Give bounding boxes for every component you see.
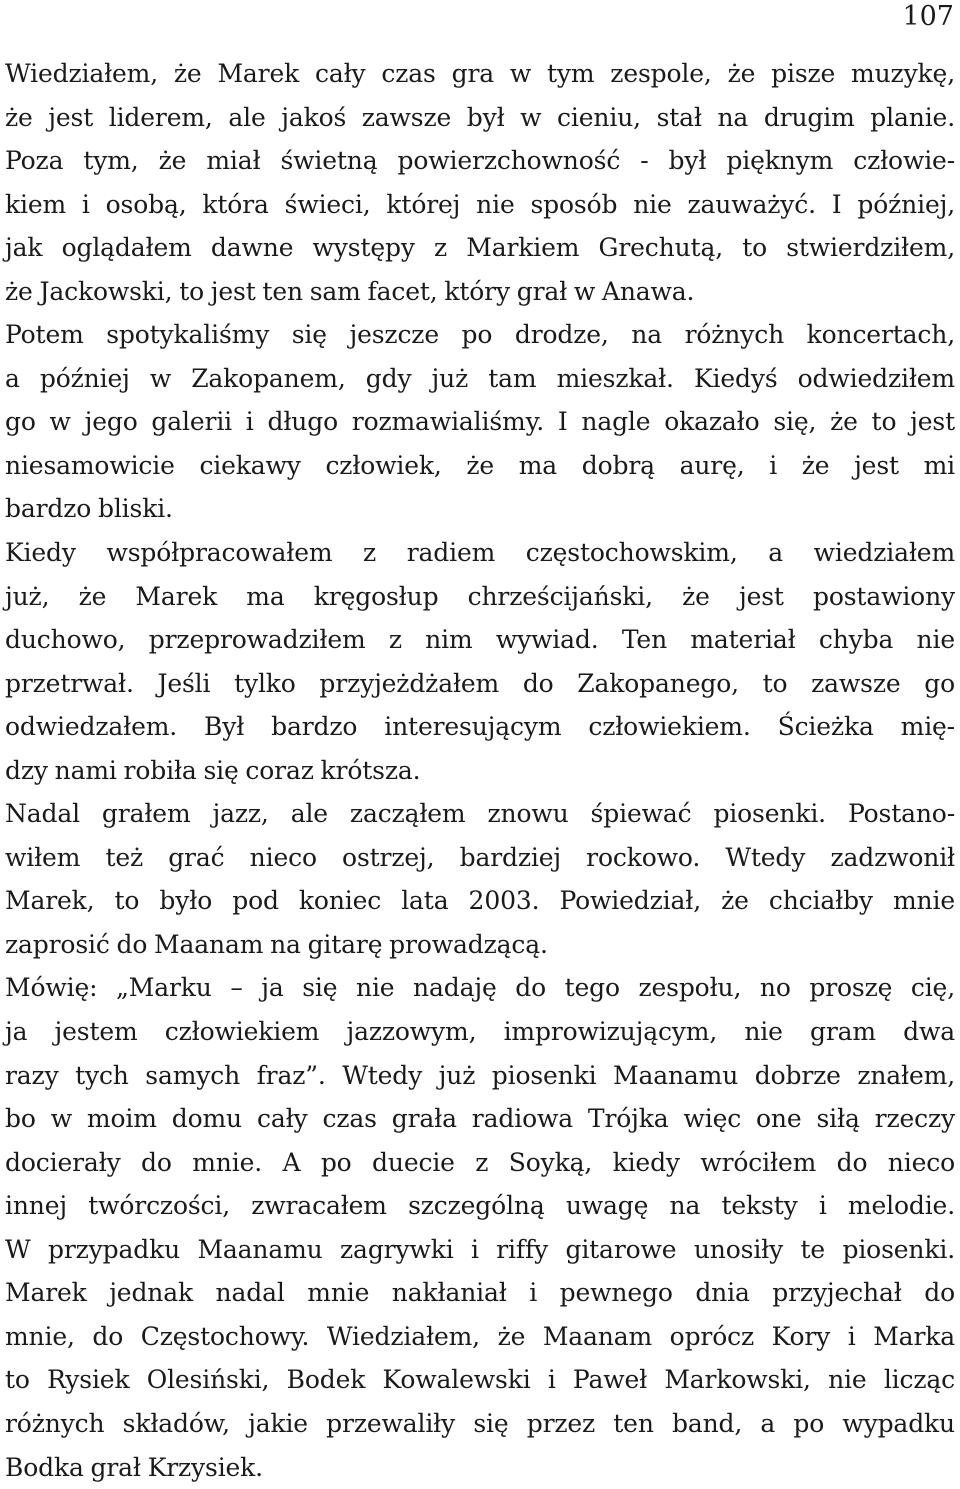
text-line: Wiedziałem, że Marek cały czas gra w tym zespole, że pisze muzykę,: [5, 52, 955, 96]
text-line: kiem i osobą, która świeci, której nie sposób nie zauważyć. I później,: [5, 183, 955, 227]
text-line: Potem spotykaliśmy się jeszcze po drodze, na różnych koncertach,: [5, 313, 955, 357]
text-line: innej twórczości, zwracałem szczególną uwagę na teksty i melodie.: [5, 1184, 955, 1228]
text-line: W przypadku Maanamu zagrywki i riffy gitarowe unosiły te piosenki.: [5, 1228, 955, 1272]
text-line: wiłem też grać nieco ostrzej, bardziej rockowo. Wtedy zadzwonił: [5, 836, 955, 880]
text-line: różnych składów, jakie przewaliły się przez ten band, a po wypadku: [5, 1402, 955, 1446]
text-line: Bodka grał Krzysiek.: [5, 1446, 955, 1489]
page-number: 107: [902, 0, 954, 34]
text-line: to Rysiek Olesiński, Bodek Kowalewski i Paweł Markowski, nie licząc: [5, 1358, 955, 1402]
text-line: Poza tym, że miał świetną powierzchowność - był pięknym człowie-: [5, 139, 955, 183]
text-line: jak oglądałem dawne występy z Markiem Grechutą, to stwierdziłem,: [5, 226, 955, 270]
text-line: że jest liderem, ale jakoś zawsze był w cieniu, stał na drugim planie.: [5, 96, 955, 140]
text-line: docierały do mnie. A po duecie z Soyką, kiedy wróciłem do nieco: [5, 1141, 955, 1185]
text-line: bo w moim domu cały czas grała radiowa Trójka więc one siłą rzeczy: [5, 1097, 955, 1141]
text-line: bardzo bliski.: [5, 487, 955, 531]
text-line: Marek jednak nadal mnie nakłaniał i pewnego dnia przyjechał do: [5, 1271, 955, 1315]
text-line: odwiedzałem. Był bardzo interesującym człowiekiem. Ścieżka mię-: [5, 705, 955, 749]
text-line: Kiedy współpracowałem z radiem częstochowskim, a wiedziałem: [5, 531, 955, 575]
text-line: zaprosić do Maanam na gitarę prowadzącą.: [5, 923, 955, 967]
text-line: a później w Zakopanem, gdy już tam mieszkał. Kiedyś odwiedziłem: [5, 357, 955, 401]
text-line: przetrwał. Jeśli tylko przyjeżdżałem do Zakopanego, to zawsze go: [5, 662, 955, 706]
text-line: Nadal grałem jazz, ale zacząłem znowu śpiewać piosenki. Postano-: [5, 792, 955, 836]
text-line: dzy nami robiła się coraz krótsza.: [5, 749, 955, 793]
text-line: Marek, to było pod koniec lata 2003. Powiedział, że chciałby mnie: [5, 879, 955, 923]
text-line: mnie, do Częstochowy. Wiedziałem, że Maanam oprócz Kory i Marka: [5, 1315, 955, 1359]
text-line: go w jego galerii i długo rozmawialiśmy. I nagle okazało się, że to jest: [5, 400, 955, 444]
text-line: duchowo, przeprowadziłem z nim wywiad. Ten materiał chyba nie: [5, 618, 955, 662]
text-line: niesamowicie ciekawy człowiek, że ma dobrą aurę, i że jest mi: [5, 444, 955, 488]
body-text: [5, 52, 955, 1489]
text-line: już, że Marek ma kręgosłup chrześcijański, że jest postawiony: [5, 575, 955, 619]
text-line: ja jestem człowiekiem jazzowym, improwizującym, nie gram dwa: [5, 1010, 955, 1054]
text-line: razy tych samych fraz”. Wtedy już piosenki Maanamu dobrze znałem,: [5, 1054, 955, 1098]
text-line: że Jackowski, to jest ten sam facet, który grał w Anawa.: [5, 270, 955, 314]
text-line: Mówię: „Marku – ja się nie nadaję do tego zespołu, no proszę cię,: [5, 966, 955, 1010]
